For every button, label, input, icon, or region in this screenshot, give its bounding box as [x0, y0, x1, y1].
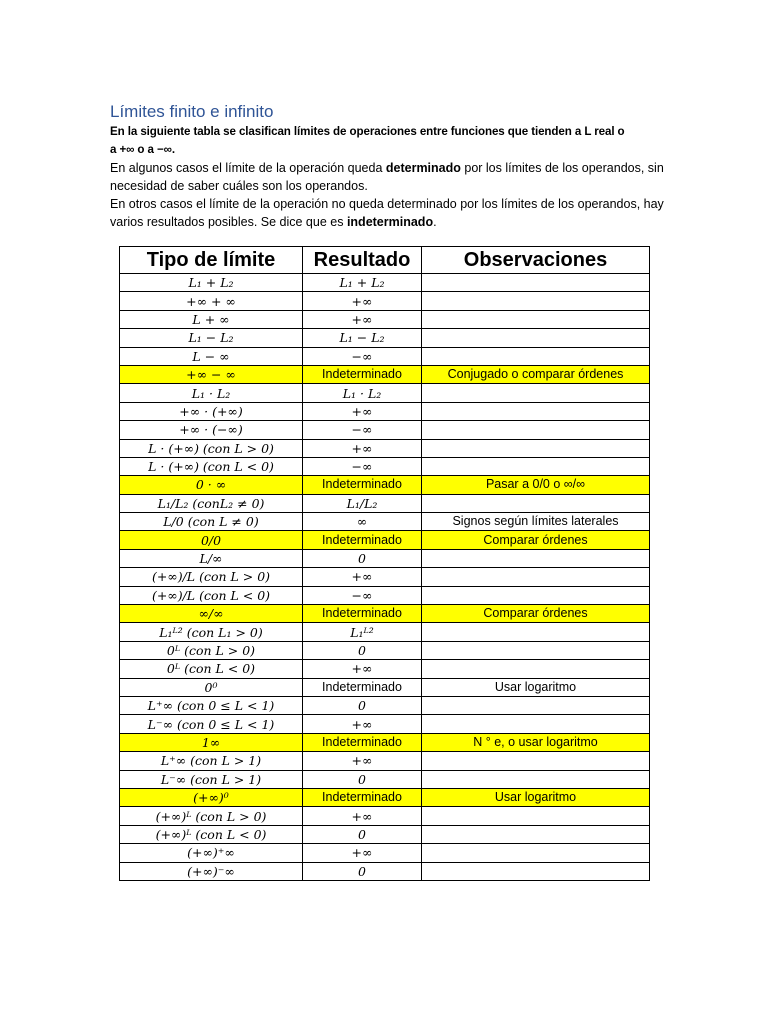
cell-tipo: L · (+∞) (con L > 0)	[120, 439, 303, 457]
table-row	[120, 825, 650, 843]
cell-resultado: 0	[303, 549, 422, 567]
table-row	[120, 862, 650, 880]
cell-observaciones: Conjugado o comparar órdenes	[422, 365, 650, 383]
cell-resultado: Indeterminado	[303, 531, 422, 549]
cell-resultado: Indeterminado	[303, 733, 422, 751]
cell-observaciones	[422, 347, 650, 365]
cell-observaciones	[422, 457, 650, 475]
cell-resultado: L₁ᴸ²	[303, 623, 422, 641]
cell-observaciones	[422, 660, 650, 678]
table-row	[120, 457, 650, 475]
cell-tipo: 1∞	[120, 733, 303, 751]
cell-observaciones	[422, 439, 650, 457]
table-row	[120, 384, 650, 402]
cell-tipo: L₁ + L₂	[120, 274, 303, 292]
cell-resultado: 0	[303, 862, 422, 880]
table-row	[120, 421, 650, 439]
cell-resultado: +∞	[303, 752, 422, 770]
cell-tipo: L − ∞	[120, 347, 303, 365]
cell-resultado: Indeterminado	[303, 476, 422, 494]
intro-p3-bold: indeterminado	[346, 215, 434, 229]
cell-tipo: L₁/L₂ (conL₂ ≠ 0)	[120, 494, 303, 512]
cell-tipo: L/0 (con L ≠ 0)	[120, 513, 303, 531]
table-row	[120, 586, 650, 604]
cell-resultado: +∞	[303, 660, 422, 678]
cell-observaciones	[422, 862, 650, 880]
intro-paragraph-1	[110, 123, 670, 159]
cell-resultado: +∞	[303, 807, 422, 825]
cell-observaciones	[422, 402, 650, 420]
table-row	[120, 274, 650, 292]
table-row	[120, 752, 650, 770]
cell-tipo: (+∞)⁻∞	[120, 862, 303, 880]
cell-observaciones	[422, 310, 650, 328]
cell-tipo: 0⁰	[120, 678, 303, 696]
intro-line-1: En la siguiente tabla se clasifican límites de operaciones entre funciones que tienden a L real o	[110, 125, 625, 138]
cell-observaciones	[422, 641, 650, 659]
cell-observaciones	[422, 568, 650, 586]
cell-resultado: −∞	[303, 347, 422, 365]
cell-tipo: L⁻∞ (con L > 1)	[120, 770, 303, 788]
page-title: Límites finito e infinito	[110, 102, 274, 121]
cell-tipo: L⁺∞ (con 0 ≤ L < 1)	[120, 696, 303, 714]
table-row	[120, 660, 650, 678]
cell-resultado: +∞	[303, 844, 422, 862]
cell-observaciones	[422, 807, 650, 825]
cell-observaciones: Signos según límites laterales	[422, 513, 650, 531]
cell-observaciones	[422, 623, 650, 641]
cell-resultado: Indeterminado	[303, 605, 422, 623]
table-row	[120, 365, 650, 383]
cell-tipo: L₁ · L₂	[120, 384, 303, 402]
cell-observaciones	[422, 696, 650, 714]
cell-tipo: L/∞	[120, 549, 303, 567]
table-row	[120, 549, 650, 567]
cell-resultado: −∞	[303, 457, 422, 475]
intro-p2-text-a: En algunos casos el límite de la operación queda	[110, 161, 386, 175]
cell-observaciones	[422, 421, 650, 439]
cell-observaciones	[422, 586, 650, 604]
cell-resultado: L₁ − L₂	[303, 329, 422, 347]
cell-tipo: ∞/∞	[120, 605, 303, 623]
cell-resultado: ∞	[303, 513, 422, 531]
table-row	[120, 292, 650, 310]
cell-tipo: L · (+∞) (con L < 0)	[120, 457, 303, 475]
table-row	[120, 476, 650, 494]
table-row	[120, 329, 650, 347]
cell-observaciones	[422, 715, 650, 733]
cell-resultado: 0	[303, 641, 422, 659]
table-header-row	[120, 247, 650, 274]
table-row	[120, 844, 650, 862]
cell-resultado: Indeterminado	[303, 365, 422, 383]
cell-observaciones: Comparar órdenes	[422, 605, 650, 623]
cell-resultado: +∞	[303, 402, 422, 420]
table-body	[120, 274, 650, 881]
cell-resultado: L₁ · L₂	[303, 384, 422, 402]
cell-resultado: L₁/L₂	[303, 494, 422, 512]
cell-tipo: L₁ᴸ² (con L₁ > 0)	[120, 623, 303, 641]
cell-observaciones: Comparar órdenes	[422, 531, 650, 549]
cell-resultado: 0	[303, 825, 422, 843]
cell-tipo: (+∞)ᴸ (con L > 0)	[120, 807, 303, 825]
cell-tipo: 0/0	[120, 531, 303, 549]
cell-observaciones	[422, 292, 650, 310]
table-row	[120, 347, 650, 365]
cell-observaciones	[422, 384, 650, 402]
intro-p2-text-b: por los límites de los operandos, sin necesidad de saber cuáles son los operandos.	[110, 161, 664, 193]
cell-tipo: L₁ − L₂	[120, 329, 303, 347]
cell-tipo: +∞ − ∞	[120, 365, 303, 383]
cell-tipo: L⁻∞ (con 0 ≤ L < 1)	[120, 715, 303, 733]
intro-text	[110, 123, 670, 231]
table-row	[120, 439, 650, 457]
intro-p2-bold: determinado	[385, 161, 461, 175]
table-row	[120, 402, 650, 420]
cell-observaciones	[422, 329, 650, 347]
table-row	[120, 310, 650, 328]
table-row	[120, 605, 650, 623]
cell-observaciones: Usar logaritmo	[422, 678, 650, 696]
table-row	[120, 678, 650, 696]
cell-tipo: 0 · ∞	[120, 476, 303, 494]
table-row	[120, 531, 650, 549]
cell-tipo: (+∞)/L (con L > 0)	[120, 568, 303, 586]
cell-tipo: L⁺∞ (con L > 1)	[120, 752, 303, 770]
cell-resultado: −∞	[303, 421, 422, 439]
intro-p3-text-b: .	[433, 215, 437, 229]
cell-observaciones: Pasar a 0/0 o ∞/∞	[422, 476, 650, 494]
table-row	[120, 807, 650, 825]
table-row	[120, 696, 650, 714]
cell-resultado: +∞	[303, 439, 422, 457]
intro-p3-text-a: En otros casos el límite de la operación no queda determinado por los límites de los operandos, hay varios resultados posibles. Se dice que es	[110, 197, 664, 229]
cell-observaciones: N ° e, o usar logaritmo	[422, 733, 650, 751]
cell-observaciones	[422, 844, 650, 862]
cell-tipo: (+∞)ᴸ (con L < 0)	[120, 825, 303, 843]
cell-tipo: +∞ · (−∞)	[120, 421, 303, 439]
cell-observaciones	[422, 549, 650, 567]
table-row	[120, 733, 650, 751]
cell-resultado: L₁ + L₂	[303, 274, 422, 292]
cell-observaciones	[422, 770, 650, 788]
table-row	[120, 623, 650, 641]
intro-line-2: a +∞ o a −∞.	[110, 143, 175, 156]
cell-tipo: 0ᴸ (con L > 0)	[120, 641, 303, 659]
cell-tipo: 0ᴸ (con L < 0)	[120, 660, 303, 678]
cell-resultado: Indeterminado	[303, 788, 422, 806]
table-row	[120, 641, 650, 659]
table-row	[120, 568, 650, 586]
cell-observaciones	[422, 274, 650, 292]
cell-resultado: 0	[303, 770, 422, 788]
cell-resultado: +∞	[303, 310, 422, 328]
header-resultado: Resultado	[303, 247, 422, 274]
intro-paragraph-2	[110, 159, 670, 195]
cell-tipo: (+∞)⁰	[120, 788, 303, 806]
cell-resultado: 0	[303, 696, 422, 714]
cell-tipo: +∞ + ∞	[120, 292, 303, 310]
table-row	[120, 715, 650, 733]
table-row	[120, 788, 650, 806]
cell-observaciones	[422, 752, 650, 770]
cell-resultado: +∞	[303, 715, 422, 733]
header-observaciones: Observaciones	[422, 247, 650, 274]
cell-resultado: −∞	[303, 586, 422, 604]
cell-resultado: Indeterminado	[303, 678, 422, 696]
table-row	[120, 494, 650, 512]
cell-resultado: +∞	[303, 292, 422, 310]
cell-tipo: +∞ · (+∞)	[120, 402, 303, 420]
table-row	[120, 770, 650, 788]
intro-paragraph-3	[110, 195, 670, 231]
header-tipo: Tipo de límite	[120, 247, 303, 274]
cell-tipo: L + ∞	[120, 310, 303, 328]
cell-resultado: +∞	[303, 568, 422, 586]
cell-observaciones	[422, 825, 650, 843]
cell-tipo: (+∞)⁺∞	[120, 844, 303, 862]
limits-table	[119, 246, 650, 881]
cell-tipo: (+∞)/L (con L < 0)	[120, 586, 303, 604]
cell-observaciones: Usar logaritmo	[422, 788, 650, 806]
cell-observaciones	[422, 494, 650, 512]
table-row	[120, 513, 650, 531]
